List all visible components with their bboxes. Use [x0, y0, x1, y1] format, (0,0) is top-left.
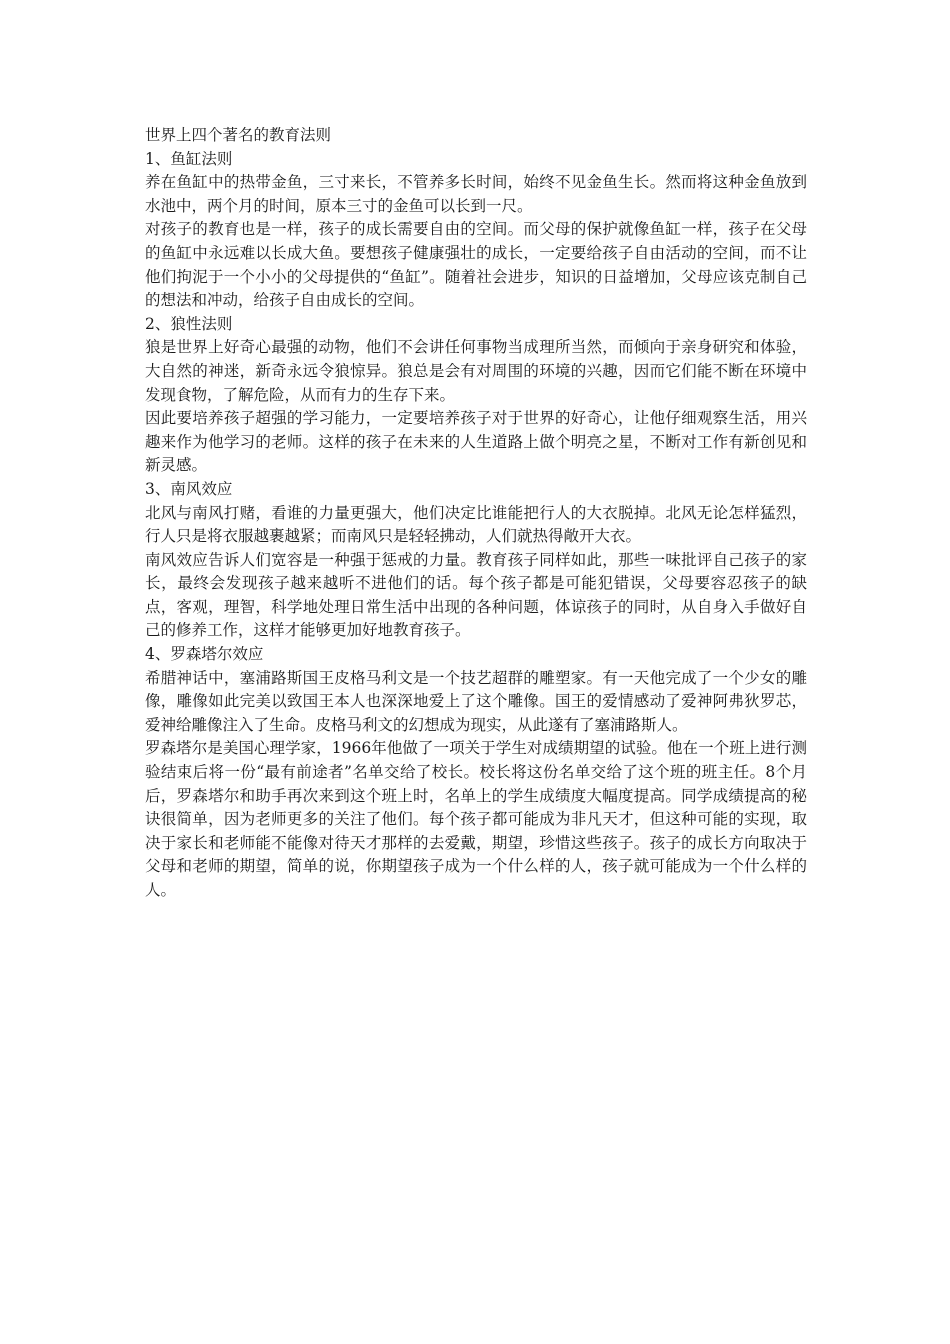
paragraph: 对孩子的教育也是一样，孩子的成长需要自由的空间。而父母的保护就像鱼缸一样，孩子在父母的鱼缸中永远难以长成大鱼。要想孩子健康强壮的成长，一定要给孩子自由活动的空间，而不让他们拘泥于一个小小的父母提供的“鱼缸”。随着社会进步，知识的日益增加，父母应该克制自己的想法和冲动，给孩子自由成长的空间。 — [145, 220, 807, 310]
paragraph: 希腊神话中，塞浦路斯国王皮格马利文是一个技艺超群的雕塑家。有一天他完成了一个少女的雕像，雕像如此完美以致国王本人也深深地爱上了这个雕像。国王的爱情感动了爱神阿弗狄罗芯，爱神给雕像注入了生命。皮格马利文的幻想成为现实，从此遂有了塞浦路斯人。 — [145, 668, 807, 734]
section-heading-south-wind: 3、南风效应 — [145, 479, 233, 498]
paragraph: 养在鱼缸中的热带金鱼，三寸来长，不管养多长时间，始终不见金鱼生长。然而将这种金鱼放到水池中，两个月的时间，原本三寸的金鱼可以长到一尺。 — [145, 173, 807, 215]
section-heading-wolf: 2、狼性法则 — [145, 314, 233, 333]
paragraph: 狼是世界上好奇心最强的动物，他们不会讲任何事物当成理所当然，而倾向于亲身研究和体验，大自然的神迷，新奇永远令狼惊异。狼总是会有对周围的环境的兴趣，因而它们能不断在环境中发现食物，了解危险，从而有力的生存下来。 — [145, 338, 807, 404]
section-heading-fish-tank: 1、鱼缸法则 — [145, 149, 233, 168]
paragraph: 南风效应告诉人们宽容是一种强于惩戒的力量。教育孩子同样如此，那些一味批评自己孩子的家长，最终会发现孩子越来越听不进他们的话。每个孩子都是可能犯错误，父母要容忍孩子的缺点，客观，理智，科学地处理日常生活中出现的各种问题，体谅孩子的同时，从自身入手做好自己的修养工作，这样才能够更加好地教育孩子。 — [145, 550, 807, 640]
paragraph: 北风与南风打赌，看谁的力量更强大，他们决定比谁能把行人的大衣脱掉。北风无论怎样猛烈，行人只是将衣服越裹越紧；而南风只是轻轻拂动，人们就热得敞开大衣。 — [145, 503, 807, 546]
paragraph: 因此要培养孩子超强的学习能力，一定要培养孩子对于世界的好奇心，让他仔细观察生活，用兴趣来作为他学习的老师。这样的孩子在未来的人生道路上做个明亮之星，不断对工作有新创见和新灵感。 — [145, 409, 807, 475]
document-title: 世界上四个著名的教育法则 — [145, 126, 332, 144]
document-body — [145, 124, 807, 903]
section-heading-rosenthal: 4、罗森塔尔效应 — [145, 645, 264, 664]
paragraph: 罗森塔尔是美国心理学家，1966年他做了一项关于学生对成绩期望的试验。他在一个班上进行测验结束后将一份“最有前途者”名单交给了校长。校长将这份名单交给了这个班的班主任。8个月后，罗森塔尔和助手再次来到这个班上时，名单上的学生成绩度大幅度提高。同学成绩提高的秘诀很简单，因为老师更多的关注了他们。每个孩子都可能成为非凡天才，但这种可能的实现，取决于家长和老师能不能像对待天才那样的去爱戴，期望，珍惜这些孩子。孩子的成长方向取决于父母和老师的期望，简单的说，你期望孩子成为一个什么样的人，孩子就可能成为一个什么样的人。 — [145, 739, 807, 899]
